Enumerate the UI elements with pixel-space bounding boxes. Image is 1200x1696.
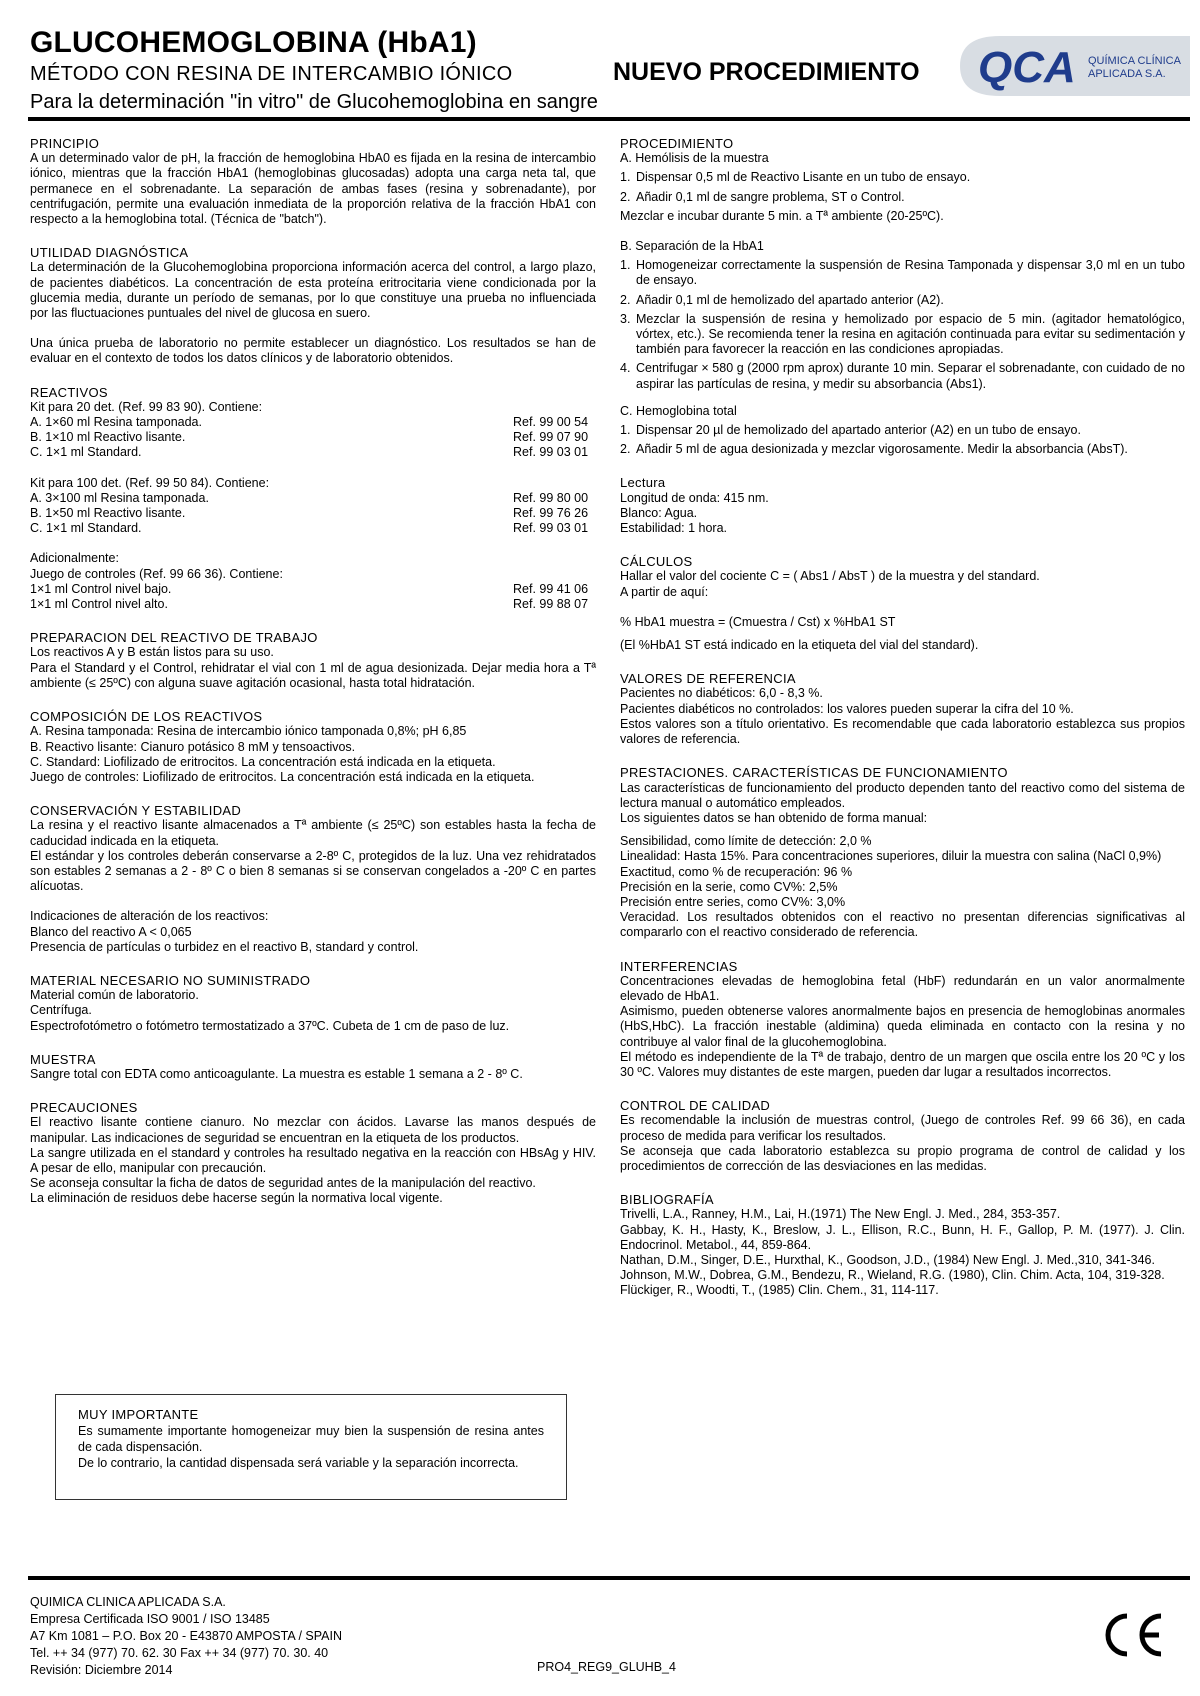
procedure-note: Mezclar e incubar durante 5 min. a Tª ambiente (20-25ºC). bbox=[620, 208, 944, 223]
procedure-step: 3. Mezclar la suspensión de resina y hemolizado por espacio de 5 min. (agitador hematológico, vórtex, etc.). Se recomienda tener la resina en agitación continuada para evitar su sedimentación y también para favorecer la reacción en las condiciones apropiadas. bbox=[620, 311, 1185, 357]
procedure-step: 2. Añadir 0,1 ml de hemolizado del apartado anterior (A2). bbox=[620, 292, 944, 307]
ref-row: C. 1×1 ml Standard. Ref. 99 03 01 bbox=[30, 445, 589, 460]
kit20-title: Kit para 20 det. (Ref. 99 83 90). Contiene: bbox=[30, 399, 263, 414]
adicional-title: Adicionalmente: bbox=[30, 551, 119, 566]
subsection-title: C. Hemoglobina total bbox=[620, 403, 737, 418]
section-heading: VALORES DE REFERENCIA bbox=[620, 671, 796, 687]
important-text-2: De lo contrario, la cantidad dispensada será variable y la separación incorrecta. bbox=[78, 1456, 519, 1470]
preparacion-line-1: Los reactivos A y B están listos para su uso. bbox=[30, 645, 274, 660]
section-heading: MUESTRA bbox=[30, 1051, 96, 1067]
subsection-title: A. Hemólisis de la muestra bbox=[620, 151, 769, 166]
section-heading: PRECAUCIONES bbox=[30, 1100, 138, 1116]
principio-text: A un determinado valor de pH, la fracción de hemoglobina HbA0 es fijada en la resina de intercambio iónico, mientras que la fracción HbA1 (hemoglobinas glucosadas) adopta una carga neta tal, que permanece en el sobrenadante. La separación de ambas fases (resina y sobrenadante), por centrifugación, permite una evaluación inmediata de la proporción relativa de la fracción HbA1 con respecto a la hemoglobina total. (Técnica de "batch"). bbox=[30, 151, 596, 227]
section-composicion bbox=[30, 709, 596, 785]
section-principio bbox=[30, 136, 596, 227]
left-column bbox=[30, 136, 596, 1225]
logo-letters: QCA bbox=[978, 43, 1076, 92]
ref-row: C. 1×1 ml Standard. Ref. 99 03 01 bbox=[30, 521, 589, 536]
footer-rule bbox=[28, 1576, 1190, 1580]
calculos-note: (El %HbA1 ST está indicado en la etiqueta del vial del standard). bbox=[620, 638, 979, 653]
section-heading: PROCEDIMIENTO bbox=[620, 136, 734, 151]
control-line: Se aconseja que cada laboratorio establezca su propio programa de control de calidad y los procedimientos de corrección de las desviaciones en las medidas. bbox=[620, 1143, 1185, 1173]
footer-line: Empresa Certificada ISO 9001 / ISO 13485 bbox=[30, 1612, 270, 1626]
valores-line: Estos valores son a título orientativo. Es recomendable que cada laboratorio establezca sus propios valores de referencia. bbox=[620, 716, 1185, 747]
lectura-line: Estabilidad: 1 hora. bbox=[620, 521, 728, 536]
composicion-line: Juego de controles: Liofilizado de eritrocitos. La concentración está indicada en la etiqueta. bbox=[30, 769, 535, 784]
section-interferencias bbox=[620, 959, 1185, 1081]
interferencias-line: Asimismo, pueden obtenerse valores anormalmente bajos en presencia de hemoglobinas anormales (HbS,HbC). La fracción inestable (aldimina) queda eliminada en contacto con la resina y no contribuye al valor final de la glucohemoglobina. bbox=[620, 1004, 1185, 1049]
procedure-step: 1. Dispensar 0,5 ml de Reactivo Lisante en un tubo de ensayo. bbox=[620, 170, 971, 185]
prestaciones-text-1: Las características de funcionamiento del producto dependen tanto del reactivo como del sistema de lectura manual o automático empleados. bbox=[620, 780, 1185, 810]
section-prestaciones bbox=[620, 765, 1185, 940]
section-reactivos bbox=[30, 385, 596, 613]
ref-row: 1×1 ml Control nivel alto. Ref. 99 88 07 bbox=[30, 597, 589, 612]
procedure-step: 2. Añadir 0,1 ml de sangre problema, ST o Control. bbox=[620, 189, 905, 204]
qca-logo bbox=[940, 30, 1192, 102]
section-heading: UTILIDAD DIAGNÓSTICA bbox=[30, 245, 189, 261]
section-calculos bbox=[620, 554, 1185, 653]
bibliography-entry: Trivelli, L.A., Ranney, H.M., Lai, H.(1971) The New Engl. J. Med., 284, 353-357. bbox=[620, 1207, 1061, 1222]
composicion-line: A. Resina tamponada: Resina de intercambio iónico tamponada 0,8%; pH 6,85 bbox=[30, 724, 467, 739]
ce-mark-icon bbox=[1097, 1610, 1167, 1665]
calculos-line: Hallar el valor del cociente C = ( Abs1 / AbsT ) de la muestra y del standard. bbox=[620, 569, 1040, 584]
section-procedimiento bbox=[620, 136, 1185, 457]
section-utilidad bbox=[30, 245, 596, 366]
material-line: Material común de laboratorio. bbox=[30, 988, 199, 1003]
section-bibliografia bbox=[620, 1192, 1185, 1298]
section-heading: BIBLIOGRAFÍA bbox=[620, 1192, 714, 1208]
ref-row: A. 3×100 ml Resina tamponada. Ref. 99 80 00 bbox=[30, 490, 589, 505]
prestaciones-line: Exactitud, como % de recuperación: 96 % bbox=[620, 864, 853, 879]
bibliography-entry: Flückiger, R., Woodti, T., (1985) Clin. Chem., 31, 114-117. bbox=[620, 1283, 939, 1298]
section-muestra bbox=[30, 1052, 596, 1082]
subsection-title: B. Separación de la HbA1 bbox=[620, 239, 764, 254]
prestaciones-line: Sensibilidad, como límite de detección: 2,0 % bbox=[620, 834, 872, 849]
prestaciones-line: Linealidad: Hasta 15%. Para concentraciones superiores, diluir la muestra con salina (NaCl 0,9%) bbox=[620, 849, 1162, 864]
important-heading: MUY IMPORTANTE bbox=[78, 1407, 199, 1422]
lectura-line: Blanco: Agua. bbox=[620, 505, 698, 520]
prestaciones-line: Precisión en la serie, como CV%: 2,5% bbox=[620, 879, 838, 894]
ce-mark-icon bbox=[1097, 1610, 1167, 1660]
precauciones-line: La eliminación de residuos debe hacerse según la normativa local vigente. bbox=[30, 1191, 443, 1206]
section-lectura bbox=[620, 475, 1185, 536]
prestaciones-line: Veracidad. Los resultados obtenidos con el reactivo no presentan diferencias significativas al compararlo con el reactivo considerado de referencia. bbox=[620, 910, 1185, 940]
section-valores bbox=[620, 671, 1185, 747]
muestra-text: Sangre total con EDTA como anticoagulante. La muestra es estable 1 semana a 2 - 8º C. bbox=[30, 1066, 523, 1081]
ref-row: B. 1×50 ml Reactivo lisante. Ref. 99 76 26 bbox=[30, 506, 589, 521]
section-preparacion bbox=[30, 630, 596, 691]
bibliography-entry: Johnson, M.W., Dobrea, G.M., Bendezu, R., Wieland, R.G. (1980), Clin. Chim. Acta, 104, 319-328. bbox=[620, 1268, 1165, 1283]
controles-title: Juego de controles (Ref. 99 66 36). Contiene: bbox=[30, 566, 283, 581]
precauciones-line: La sangre utilizada en el standard y controles ha resultado negativa en la reacción con HBsAg y HIV. A pesar de ello, manipular con precaución. bbox=[30, 1145, 596, 1175]
procedure-step: 1. Homogeneizar correctamente la suspensión de Resina Tamponada y dispensar 3,0 ml en un tubo de ensayo. bbox=[620, 258, 1185, 288]
footer-line: Revisión: Diciembre 2014 bbox=[30, 1663, 173, 1677]
purpose-subtitle: Para la determinación "in vitro" de Glucohemoglobina en sangre bbox=[30, 91, 598, 113]
preparacion-line-2: Para el Standard y el Control, rehidratar el vial con 1 ml de agua desionizada. Dejar media hora a Tª ambiente (≤ 25ºC) con alguna suave agitación ocasional, hasta total hidratación. bbox=[30, 660, 596, 690]
section-heading: COMPOSICIÓN DE LOS REACTIVOS bbox=[30, 709, 263, 725]
prestaciones-text-2: Los siguientes datos se han obtenido de forma manual: bbox=[620, 810, 928, 825]
footer-line: QUIMICA CLINICA APLICADA S.A. bbox=[30, 1595, 226, 1609]
conservacion-text-1: La resina y el reactivo lisante almacenados a Tª ambiente (≤ 25ºC) son estables hasta la fecha de caducidad indicada en la etiqueta. bbox=[30, 818, 596, 848]
method-subtitle: MÉTODO CON RESINA DE INTERCAMBIO IÓNICO bbox=[30, 63, 513, 85]
new-procedure-badge: NUEVO PROCEDIMIENTO bbox=[613, 58, 920, 86]
section-heading: Lectura bbox=[620, 475, 666, 491]
important-box bbox=[55, 1394, 567, 1500]
interferencias-line: Concentraciones elevadas de hemoglobina fetal (HbF) redundarán en un valor anormalmente elevado de HbA1. bbox=[620, 973, 1185, 1003]
calculos-formula: % HbA1 muestra = (Cmuestra / Cst) x %HbA1 ST bbox=[620, 614, 896, 629]
lectura-line: Longitud de onda: 415 nm. bbox=[620, 490, 769, 505]
prestaciones-line: Precisión entre series, como CV%: 3,0% bbox=[620, 894, 846, 909]
conservacion-text-2: El estándar y los controles deberán conservarse a 2-8º C, protegidos de la luz. Una vez rehidratados son estables 2 semanas a 2 - 8º C o bien 8 semanas si se conservan congelados a -20º C en partes alícuotas. bbox=[30, 848, 596, 894]
right-column bbox=[620, 136, 1185, 1317]
section-heading: CÁLCULOS bbox=[620, 554, 693, 570]
procedure-step: 4. Centrifugar × 580 g (2000 rpm aprox) durante 10 min. Separar el sobrenadante, con cuidado de no aspirar las partículas de resina, y medir su absorbancia (Abs1). bbox=[620, 361, 1185, 391]
section-heading: REACTIVOS bbox=[30, 384, 108, 400]
composicion-line: B. Reactivo lisante: Cianuro potásico 8 mM y tensoactivos. bbox=[30, 739, 356, 754]
alteracion-title: Indicaciones de alteración de los reactivos: bbox=[30, 909, 269, 924]
document-code: PRO4_REG9_GLUHB_4 bbox=[537, 1660, 676, 1674]
section-heading: PREPARACION DEL REACTIVO DE TRABAJO bbox=[30, 630, 318, 646]
logo-company-line2: APLICADA S.A. bbox=[1088, 68, 1166, 80]
utilidad-text-2: Una única prueba de laboratorio no permite establecer un diagnóstico. Los resultados se han de evaluar en el contexto de todos los datos clínicos y de laboratorio obtenidos. bbox=[30, 336, 596, 366]
precauciones-line: El reactivo lisante contiene cianuro. No mezclar con ácidos. Lavarse las manos después de manipular. Las indicaciones de seguridad se encuentran en la etiqueta de los productos. bbox=[30, 1115, 596, 1145]
section-heading: MATERIAL NECESARIO NO SUMINISTRADO bbox=[30, 972, 311, 988]
section-control bbox=[620, 1098, 1185, 1174]
calculos-line: A partir de aquí: bbox=[620, 584, 709, 599]
ref-row: A. 1×60 ml Resina tamponada. Ref. 99 00 54 bbox=[30, 415, 589, 430]
alteracion-line: Blanco del reactivo A < 0,065 bbox=[30, 924, 192, 939]
section-heading: CONSERVACIÓN Y ESTABILIDAD bbox=[30, 803, 242, 819]
alteracion-line: Presencia de partículas o turbidez en el reactivo B, standard y control. bbox=[30, 939, 419, 954]
section-precauciones bbox=[30, 1100, 596, 1206]
important-text-1: Es sumamente importante homogeneizar muy bien la suspensión de resina antes de cada dispensación. bbox=[78, 1424, 544, 1454]
utilidad-text-1: La determinación de la Glucohemoglobina proporciona información acerca del control, a largo plazo, de pacientes diabéticos. La concentración de esta proteína eritrocitaria viene condicionada por la glucemia media, durante un período de semanas, por lo que constituye una prueba no influenciada por las fluctuaciones puntuales del nivel de glucosa en suero. bbox=[30, 260, 596, 321]
procedure-step: 2. Añadir 5 ml de agua desionizada y mezclar vigorosamente. Medir la absorbancia (AbsT). bbox=[620, 442, 1128, 457]
section-heading: CONTROL DE CALIDAD bbox=[620, 1098, 771, 1114]
procedure-step: 1. Dispensar 20 µl de hemolizado del apartado anterior (A2) en un tubo de ensayo. bbox=[620, 423, 1081, 438]
ref-row: B. 1×10 ml Reactivo lisante. Ref. 99 07 90 bbox=[30, 430, 589, 445]
document-title: GLUCOHEMOGLOBINA (HbA1) bbox=[30, 26, 477, 59]
interferencias-line: El método es independiente de la Tª de trabajo, dentro de un margen que oscila entre los 20 ºC y los 30 ºC. Valores muy distantes de este margen, pueden dar lugar a resultados incorrectos. bbox=[620, 1049, 1185, 1079]
material-line: Centrífuga. bbox=[30, 1003, 92, 1018]
section-heading: INTERFERENCIAS bbox=[620, 958, 738, 974]
material-line: Espectrofotómetro o fotómetro termostatizado a 37ºC. Cubeta de 1 cm de paso de luz. bbox=[30, 1018, 510, 1033]
footer-line: A7 Km 1081 – P.O. Box 20 - E43870 AMPOSTA / SPAIN bbox=[30, 1629, 342, 1643]
valores-line: Pacientes no diabéticos: 6,0 - 8,3 %. bbox=[620, 686, 823, 701]
section-heading: PRINCIPIO bbox=[30, 136, 100, 151]
section-material bbox=[30, 973, 596, 1034]
valores-line: Pacientes diabéticos no controlados: los valores pueden superar la cifra del 10 %. bbox=[620, 701, 1074, 716]
header-rule bbox=[28, 117, 1190, 121]
control-line: Es recomendable la inclusión de muestras control, (Juego de controles Ref. 99 66 36), en cada proceso de medida para verificar los resultados. bbox=[620, 1113, 1185, 1143]
composicion-line: C. Standard: Liofilizado de eritrocitos. La concentración está indicada en la etiqueta. bbox=[30, 754, 496, 769]
kit100-title: Kit para 100 det. (Ref. 99 50 84). Contiene: bbox=[30, 475, 270, 490]
ref-row: 1×1 ml Control nivel bajo. Ref. 99 41 06 bbox=[30, 581, 589, 596]
precauciones-line: Se aconseja consultar la ficha de datos de seguridad antes de la manipulación del reactivo. bbox=[30, 1176, 536, 1191]
footer-company-info bbox=[30, 1594, 342, 1679]
bibliography-entry: Nathan, D.M., Singer, D.E., Hurxthal, K., Goodson, J.D., (1984) New Engl. J. Med.,310, 341-346. bbox=[620, 1252, 1155, 1267]
logo-company-line1: QUÍMICA CLÍNICA bbox=[1088, 55, 1181, 67]
section-conservacion bbox=[30, 803, 596, 955]
footer-line: Tel. ++ 34 (977) 70. 62. 30 Fax ++ 34 (977) 70. 30. 40 bbox=[30, 1646, 329, 1660]
bibliography-entry: Gabbay, K. H., Hasty, K., Breslow, J. L., Ellison, R.C., Bunn, H. F., Gallop, P. M. (1977). J. Clin. Endocrinol. Metabol., 44, 859-864. bbox=[620, 1222, 1185, 1252]
section-heading: PRESTACIONES. CARACTERÍSTICAS DE FUNCIONAMIENTO bbox=[620, 765, 1008, 781]
